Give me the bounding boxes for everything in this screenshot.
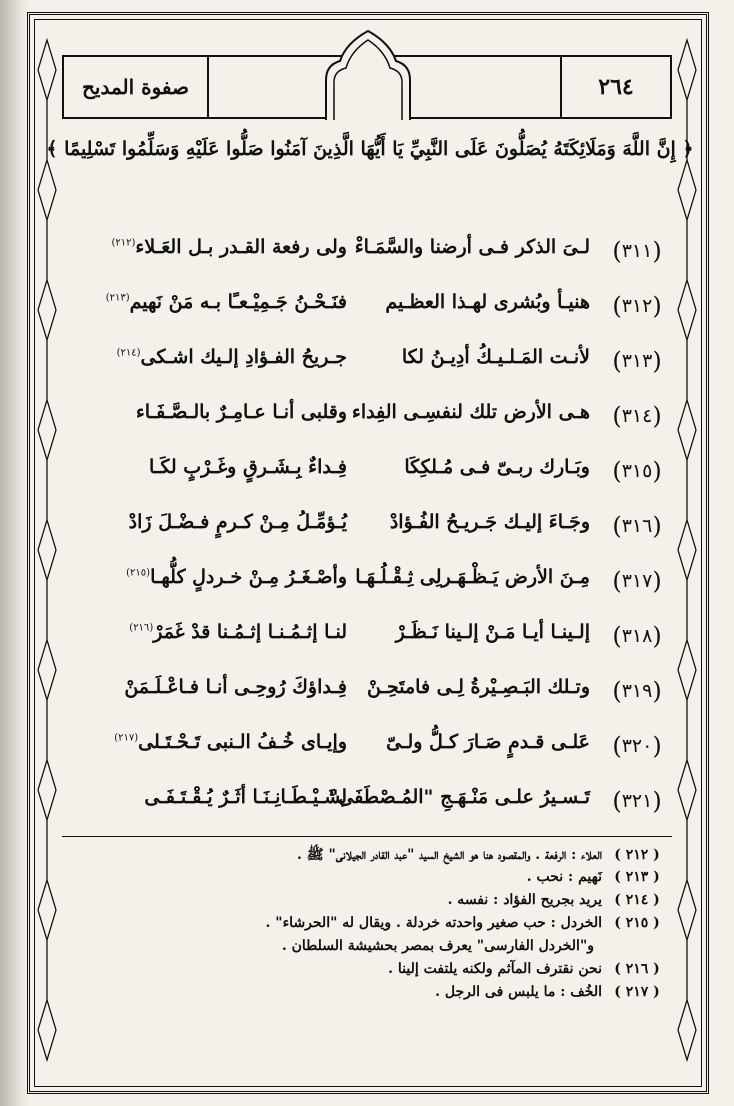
footnote-marker: (٢١٧)	[114, 732, 139, 744]
crescent-arch-ornament	[318, 25, 418, 125]
verse-number: ( ٣١٩ )	[612, 677, 662, 705]
footnote: ( ٢١٧ )الخُف : ما يلبس فى الرجل .	[435, 984, 660, 1000]
quran-verse-banner: ﴿ إِنَّ اللَّهَ وَمَلَائِكَتَهُ يُصَلُّونَ عَلَى النَّبِيِّ يَا أَيُّهَا الَّذِينَ آمَنُوا صَلُّوا عَلَيْهِ وَسَلِّمُوا تَسْلِيمًا ﴾	[46, 138, 694, 160]
footnote: ( ٢١٢ )العلاء : الرفعة . والمقصود هنا هو الشيخ السيد "عبد القادر الجيلانى" ﷺ .	[296, 847, 660, 863]
verse-first-hemistich: لأنـت المَـلـيـكُ أدِيـنُ لكا	[401, 346, 590, 368]
verse-second-hemistich: وإيـاى خُـفُ الـنبى تَـحْـتَـلى$^{(٢١٧)}$	[114, 731, 347, 753]
verse-number: ( ٣١٦ )	[612, 512, 662, 540]
footnote: ( ٢١٦ )نحن نقترف المآثم ولكنه يلتفت إلينا .	[388, 961, 660, 977]
footnote-marker: (٢١٣)	[105, 292, 130, 304]
verse-row	[62, 287, 672, 327]
verse-second-hemistich: وأصْـغَـرُ مِـنْ خـردلٍ كلُّهـا$^{(٢١٥)}$	[126, 566, 347, 588]
footnote-marker: (٢١٤)	[116, 347, 141, 359]
verse-number: ( ٣١٥ )	[612, 457, 662, 485]
verse-second-hemistich: فِـداؤكَ رُوحِـى أنـا فـاعْـلَـمَنْ	[124, 676, 347, 698]
verse-second-hemistich: لنـا إثـمُـنـا إثـمُـنا قدْ غَمَرْ$^{(٢١٦)}$	[129, 621, 347, 643]
verse-first-hemistich: هـى الأرض تلك لنفسِـى الفِداء	[351, 401, 590, 423]
verse-first-hemistich: إلـينـا أيـا مَـنْ إلـينا نَـظَـرْ	[395, 621, 590, 643]
book-title: صفوة المديح	[64, 57, 209, 117]
verse-row	[62, 562, 672, 602]
verse-row	[62, 617, 672, 657]
verse-first-hemistich: تَـسـيرُ علـى مَنْـهَـجِ "المُـصْطَفَى"	[328, 786, 590, 808]
verse-second-hemistich: يُـؤمِّـلُ مِـنْ كـرمٍ فـضْـلَ زَادْ	[128, 511, 347, 533]
verse-second-hemistich: ولى رفعة القـدر بـل العَـلاء$^{(٢١٢)}$	[111, 236, 347, 258]
verse-first-hemistich: وبَـارك ربـىّ فـى مُـلكِكَا	[404, 456, 590, 478]
verse-row	[62, 782, 672, 822]
verse-number: ( ٣١٨ )	[612, 622, 662, 650]
verse-first-hemistich: مِـنَ الأرض يَـظْـهَـرلِى ثِـقْـلُـهَـا	[355, 566, 590, 588]
verse-second-hemistich: وقلبى أنـا عـامِـرٌ بالـصَّـفَـاء	[135, 401, 347, 423]
verse-number: ( ٣١١ )	[612, 237, 662, 265]
verse-row	[62, 507, 672, 547]
footnote: ( ٢١٤ )يريد بجريح الفؤاد : نفسه .	[447, 892, 660, 908]
footnote-marker: (٢١٥)	[126, 567, 151, 579]
footnote: ( ٢١٣ )نَهيم : نحب .	[526, 869, 660, 885]
verse-number: ( ٣٢١ )	[612, 787, 662, 815]
verse-first-hemistich: لـىَ الذكر فـى أرضنا والسَّمَـاءْ	[354, 236, 590, 258]
page-number: ٢٦٤	[560, 57, 670, 117]
verse-row	[62, 397, 672, 437]
verse-row	[62, 452, 672, 492]
verse-number: ( ٣١٢ )	[612, 292, 662, 320]
footnote-marker: (٢١٦)	[129, 622, 154, 634]
verse-row	[62, 232, 672, 272]
footnote-separator	[62, 836, 672, 837]
right-border-ornament	[672, 30, 702, 1080]
verse-number: ( ٣٢٠ )	[612, 732, 662, 760]
verse-first-hemistich: عَلـى قـدمٍ صَـارَ كـلُّ ولـىّ	[386, 731, 590, 753]
verse-second-hemistich: جـريحُ الفـؤادِ إلـيك اشـكى$^{(٢١٤)}$	[116, 346, 347, 368]
verse-first-hemistich: هنيـأ وبُشرى لهـذا العظـيم	[385, 291, 590, 313]
verse-second-hemistich: لِشَـيْـطَـانِـنَـا أثَـرٌ يُـقْـتَـفَـى	[144, 786, 347, 808]
verse-number: ( ٣١٣ )	[612, 347, 662, 375]
verse-second-hemistich: فنَـحْـنُ جَـمِيْـعـًا بـه مَنْ نَهيم$^{(٢١٣)}$	[105, 291, 347, 313]
verse-row	[62, 727, 672, 767]
verse-number: ( ٣١٧ )	[612, 567, 662, 595]
footnote-marker: (٢١٢)	[111, 237, 136, 249]
footnote: ( ٢١٥ )الخردل : حب صغير واحدته خردلة . ويقال له "الحرشاء" .	[265, 915, 660, 931]
verse-first-hemistich: وجَـاءَ إليـك جَـريـحُ الفُـؤادْ	[389, 511, 590, 533]
verse-row	[62, 672, 672, 712]
verse-second-hemistich: فِـداءٌ بِـشَـرقٍ وغَـرْبٍ لكَـا	[149, 456, 347, 478]
verse-number: ( ٣١٤ )	[612, 402, 662, 430]
page-binding-shadow	[0, 0, 30, 1106]
footnote-continuation: و"الخردل الفارسى" يعرف بمصر بحشيشة السلطان .	[281, 938, 594, 954]
verse-first-hemistich: وتـلك البَـصِـيْرةُ لِـى فامتَحِـنْ	[366, 676, 590, 698]
left-border-ornament	[32, 30, 62, 1080]
verse-row	[62, 342, 672, 382]
